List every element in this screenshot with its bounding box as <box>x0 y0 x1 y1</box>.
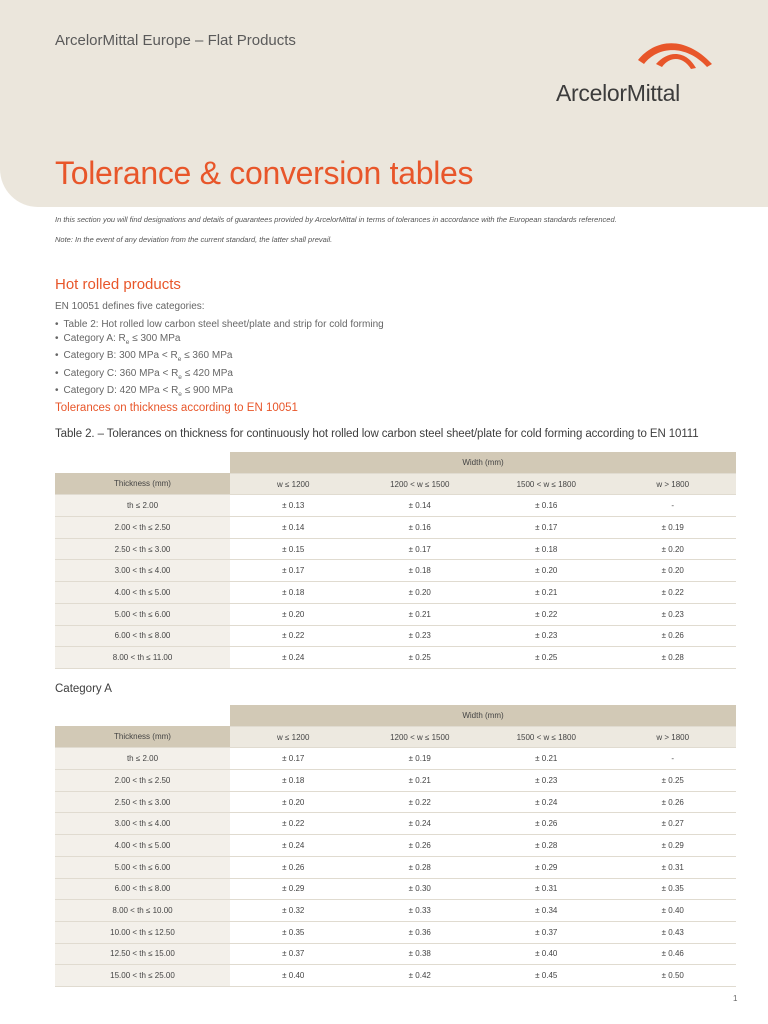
tolerance-cell: ± 0.21 <box>483 582 610 604</box>
tolerance-cell: ± 0.34 <box>483 900 610 922</box>
tolerance-cell: ± 0.35 <box>230 921 357 943</box>
section-subheading: Tolerances on thickness according to EN 10051 <box>55 402 298 414</box>
tolerance-cell: ± 0.28 <box>610 647 737 669</box>
category-list-item <box>55 349 384 367</box>
thickness-range-cell: 5.00 < th ≤ 6.00 <box>55 856 230 878</box>
table-row <box>55 582 736 604</box>
table-row <box>55 560 736 582</box>
tolerance-cell: ± 0.18 <box>357 560 484 582</box>
table-row <box>55 791 736 813</box>
bullet-text: Category C: 360 MPa < R <box>63 367 179 379</box>
table-header-cell: w ≤ 1200 <box>230 726 357 748</box>
table-row <box>55 748 736 770</box>
category-list-item <box>55 384 384 402</box>
table-row <box>55 603 736 625</box>
tolerance-cell: ± 0.16 <box>357 517 484 539</box>
table-row <box>55 625 736 647</box>
thickness-range-cell: th ≤ 2.00 <box>55 748 230 770</box>
tolerance-cell: ± 0.31 <box>610 856 737 878</box>
bullet-subscript: e <box>177 356 182 363</box>
intro-paragraph: In this section you will find designations and details of guarantees provided by ArcelorMittal in terms of tolerances in accordance with the European standards referenced. <box>55 215 617 224</box>
tolerance-cell: ± 0.40 <box>230 965 357 987</box>
table-header-row <box>55 473 736 495</box>
table-row <box>55 856 736 878</box>
table-row <box>55 921 736 943</box>
table-header-cell: Thickness (mm) <box>55 726 230 748</box>
table-header-cell: w ≤ 1200 <box>230 473 357 495</box>
thickness-range-cell: 5.00 < th ≤ 6.00 <box>55 603 230 625</box>
tolerance-cell: ± 0.28 <box>357 856 484 878</box>
tolerance-cell: ± 0.20 <box>610 538 737 560</box>
company-name: ArcelorMittal Europe – Flat Products <box>55 32 296 49</box>
thickness-range-cell: 8.00 < th ≤ 11.00 <box>55 647 230 669</box>
tolerance-cell: - <box>610 495 737 517</box>
section-intro: EN 10051 defines five categories: <box>55 301 205 312</box>
bullet-text: Table 2: Hot rolled low carbon steel sheet/plate and strip for cold forming <box>63 319 384 330</box>
table-header-cell: 1200 < w ≤ 1500 <box>357 726 484 748</box>
bullet-text: ≤ 300 MPa <box>129 332 181 344</box>
thickness-range-cell: 6.00 < th ≤ 8.00 <box>55 878 230 900</box>
tolerance-cell: ± 0.26 <box>483 813 610 835</box>
tolerance-cell: ± 0.18 <box>483 538 610 560</box>
section-heading: Hot rolled products <box>55 276 181 293</box>
tolerance-cell: ± 0.29 <box>230 878 357 900</box>
tolerance-cell: ± 0.20 <box>230 603 357 625</box>
bullet-subscript: e <box>178 373 182 381</box>
tolerance-cell: ± 0.25 <box>610 770 737 792</box>
tolerance-cell: ± 0.19 <box>357 748 484 770</box>
table-row <box>55 770 736 792</box>
tolerance-cell: ± 0.30 <box>357 878 484 900</box>
thickness-range-cell: 2.50 < th ≤ 3.00 <box>55 538 230 560</box>
tolerance-cell: ± 0.20 <box>230 791 357 813</box>
tolerance-cell: ± 0.14 <box>357 495 484 517</box>
category-a-table <box>55 705 736 987</box>
table-width-header-row <box>55 452 736 473</box>
tolerance-cell: ± 0.22 <box>610 582 737 604</box>
thickness-range-cell: 8.00 < th ≤ 10.00 <box>55 900 230 922</box>
tolerance-cell: ± 0.25 <box>483 647 610 669</box>
bullet-text: ≤ 900 MPa <box>181 385 233 396</box>
thickness-range-cell: 15.00 < th ≤ 25.00 <box>55 965 230 987</box>
bullet-text: Category D: 420 MPa < R <box>63 385 179 396</box>
tolerance-cell: ± 0.23 <box>610 603 737 625</box>
table-header-cell: 1200 < w ≤ 1500 <box>357 473 484 495</box>
tolerance-cell: ± 0.29 <box>610 835 737 857</box>
page-number: 1 <box>733 994 738 1003</box>
bullet-subscript: e <box>178 391 182 398</box>
tolerance-cell: ± 0.22 <box>483 603 610 625</box>
table-width-header-row <box>55 705 736 726</box>
bullet-text: Category B: 300 MPa < R <box>63 350 178 361</box>
tolerance-cell: ± 0.22 <box>357 791 484 813</box>
bullet-subscript: e <box>125 338 130 346</box>
tolerance-cell: ± 0.37 <box>230 943 357 965</box>
table-row <box>55 878 736 900</box>
table-header-cell: 1500 < w ≤ 1800 <box>483 726 610 748</box>
tolerance-cell: ± 0.19 <box>610 517 737 539</box>
tolerance-cell: ± 0.16 <box>483 495 610 517</box>
tolerance-cell: ± 0.25 <box>357 647 484 669</box>
tolerance-cell: ± 0.24 <box>230 835 357 857</box>
table-row <box>55 965 736 987</box>
tolerance-cell: ± 0.17 <box>483 517 610 539</box>
tolerance-cell: ± 0.13 <box>230 495 357 517</box>
tolerance-cell: ± 0.40 <box>610 900 737 922</box>
table2 <box>55 452 736 669</box>
category-list-item <box>55 332 384 350</box>
arcelormittal-logo <box>556 34 716 114</box>
tolerance-cell: ± 0.32 <box>230 900 357 922</box>
thickness-range-cell: 6.00 < th ≤ 8.00 <box>55 625 230 647</box>
tolerance-cell: ± 0.22 <box>230 625 357 647</box>
table-row <box>55 647 736 669</box>
thickness-range-cell: 2.50 < th ≤ 3.00 <box>55 791 230 813</box>
tolerance-cell: ± 0.24 <box>357 813 484 835</box>
intro-note: Note: In the event of any deviation from the current standard, the latter shall prevail. <box>55 235 333 244</box>
tolerance-cell: ± 0.35 <box>610 878 737 900</box>
tolerance-cell: ± 0.20 <box>610 560 737 582</box>
tolerance-cell: ± 0.21 <box>483 748 610 770</box>
table-blank-cell <box>55 705 230 726</box>
thickness-range-cell: th ≤ 2.00 <box>55 495 230 517</box>
tolerance-cell: ± 0.18 <box>230 582 357 604</box>
thickness-range-cell: 2.00 < th ≤ 2.50 <box>55 770 230 792</box>
tolerance-cell: ± 0.38 <box>357 943 484 965</box>
bullet-text: ≤ 420 MPa <box>181 367 233 379</box>
table-row <box>55 495 736 517</box>
tolerance-cell: ± 0.45 <box>483 965 610 987</box>
tolerance-cell: ± 0.26 <box>357 835 484 857</box>
logo-text: ArcelorMittal <box>556 80 680 106</box>
tolerance-cell: ± 0.36 <box>357 921 484 943</box>
bullet-text: ≤ 360 MPa <box>181 350 233 361</box>
tolerance-cell: ± 0.14 <box>230 517 357 539</box>
table-blank-cell <box>55 452 230 473</box>
tolerance-cell: ± 0.28 <box>483 835 610 857</box>
tolerance-cell: ± 0.31 <box>483 878 610 900</box>
table-row <box>55 517 736 539</box>
table-row <box>55 835 736 857</box>
tolerance-cell: ± 0.23 <box>483 770 610 792</box>
tolerance-cell: ± 0.42 <box>357 965 484 987</box>
tolerance-cell: ± 0.21 <box>357 603 484 625</box>
tolerance-cell: ± 0.37 <box>483 921 610 943</box>
tolerance-cell: ± 0.22 <box>230 813 357 835</box>
table-header-row <box>55 726 736 748</box>
tolerance-cell: ± 0.20 <box>483 560 610 582</box>
page-title: Tolerance & conversion tables <box>55 155 474 191</box>
tolerance-cell: ± 0.17 <box>230 560 357 582</box>
table-header-cell: w > 1800 <box>610 473 737 495</box>
tolerance-cell: ± 0.33 <box>357 900 484 922</box>
logo-swoosh-icon <box>634 34 714 70</box>
tolerance-cell: ± 0.23 <box>357 625 484 647</box>
table-row <box>55 538 736 560</box>
table-row <box>55 900 736 922</box>
tolerance-cell: ± 0.40 <box>483 943 610 965</box>
tolerance-cell: ± 0.50 <box>610 965 737 987</box>
table-header-cell: Thickness (mm) <box>55 473 230 495</box>
category-list-item <box>55 318 384 332</box>
intro-text <box>55 214 617 254</box>
tolerance-cell: ± 0.20 <box>357 582 484 604</box>
category-a-caption: Category A <box>55 683 112 695</box>
bullet-text: Category A: R <box>63 332 126 344</box>
thickness-range-cell: 12.50 < th ≤ 15.00 <box>55 943 230 965</box>
category-list-item <box>55 367 384 385</box>
table-row <box>55 943 736 965</box>
tolerance-cell: ± 0.26 <box>230 856 357 878</box>
thickness-range-cell: 3.00 < th ≤ 4.00 <box>55 813 230 835</box>
thickness-range-cell: 2.00 < th ≤ 2.50 <box>55 517 230 539</box>
width-label: Width (mm) <box>230 452 736 473</box>
tolerance-cell: ± 0.15 <box>230 538 357 560</box>
tolerance-cell: ± 0.24 <box>483 791 610 813</box>
tolerance-cell: ± 0.46 <box>610 943 737 965</box>
tolerance-cell: ± 0.26 <box>610 625 737 647</box>
table2-caption: Table 2. – Tolerances on thickness for continuously hot rolled low carbon steel sheet/plate for cold forming according to EN 10111 <box>55 428 699 440</box>
tolerance-cell: ± 0.24 <box>230 647 357 669</box>
tolerance-cell: ± 0.29 <box>483 856 610 878</box>
width-label: Width (mm) <box>230 705 736 726</box>
thickness-range-cell: 3.00 < th ≤ 4.00 <box>55 560 230 582</box>
thickness-range-cell: 4.00 < th ≤ 5.00 <box>55 582 230 604</box>
thickness-range-cell: 10.00 < th ≤ 12.50 <box>55 921 230 943</box>
table-header-cell: 1500 < w ≤ 1800 <box>483 473 610 495</box>
tolerance-cell: ± 0.21 <box>357 770 484 792</box>
table-header-cell: w > 1800 <box>610 726 737 748</box>
tolerance-cell: ± 0.18 <box>230 770 357 792</box>
tolerance-cell: ± 0.17 <box>357 538 484 560</box>
tolerance-cell: ± 0.17 <box>230 748 357 770</box>
table-row <box>55 813 736 835</box>
tolerance-cell: ± 0.43 <box>610 921 737 943</box>
thickness-range-cell: 4.00 < th ≤ 5.00 <box>55 835 230 857</box>
tolerance-cell: - <box>610 748 737 770</box>
tolerance-cell: ± 0.27 <box>610 813 737 835</box>
tolerance-cell: ± 0.23 <box>483 625 610 647</box>
category-list <box>55 318 384 402</box>
tolerance-cell: ± 0.26 <box>610 791 737 813</box>
